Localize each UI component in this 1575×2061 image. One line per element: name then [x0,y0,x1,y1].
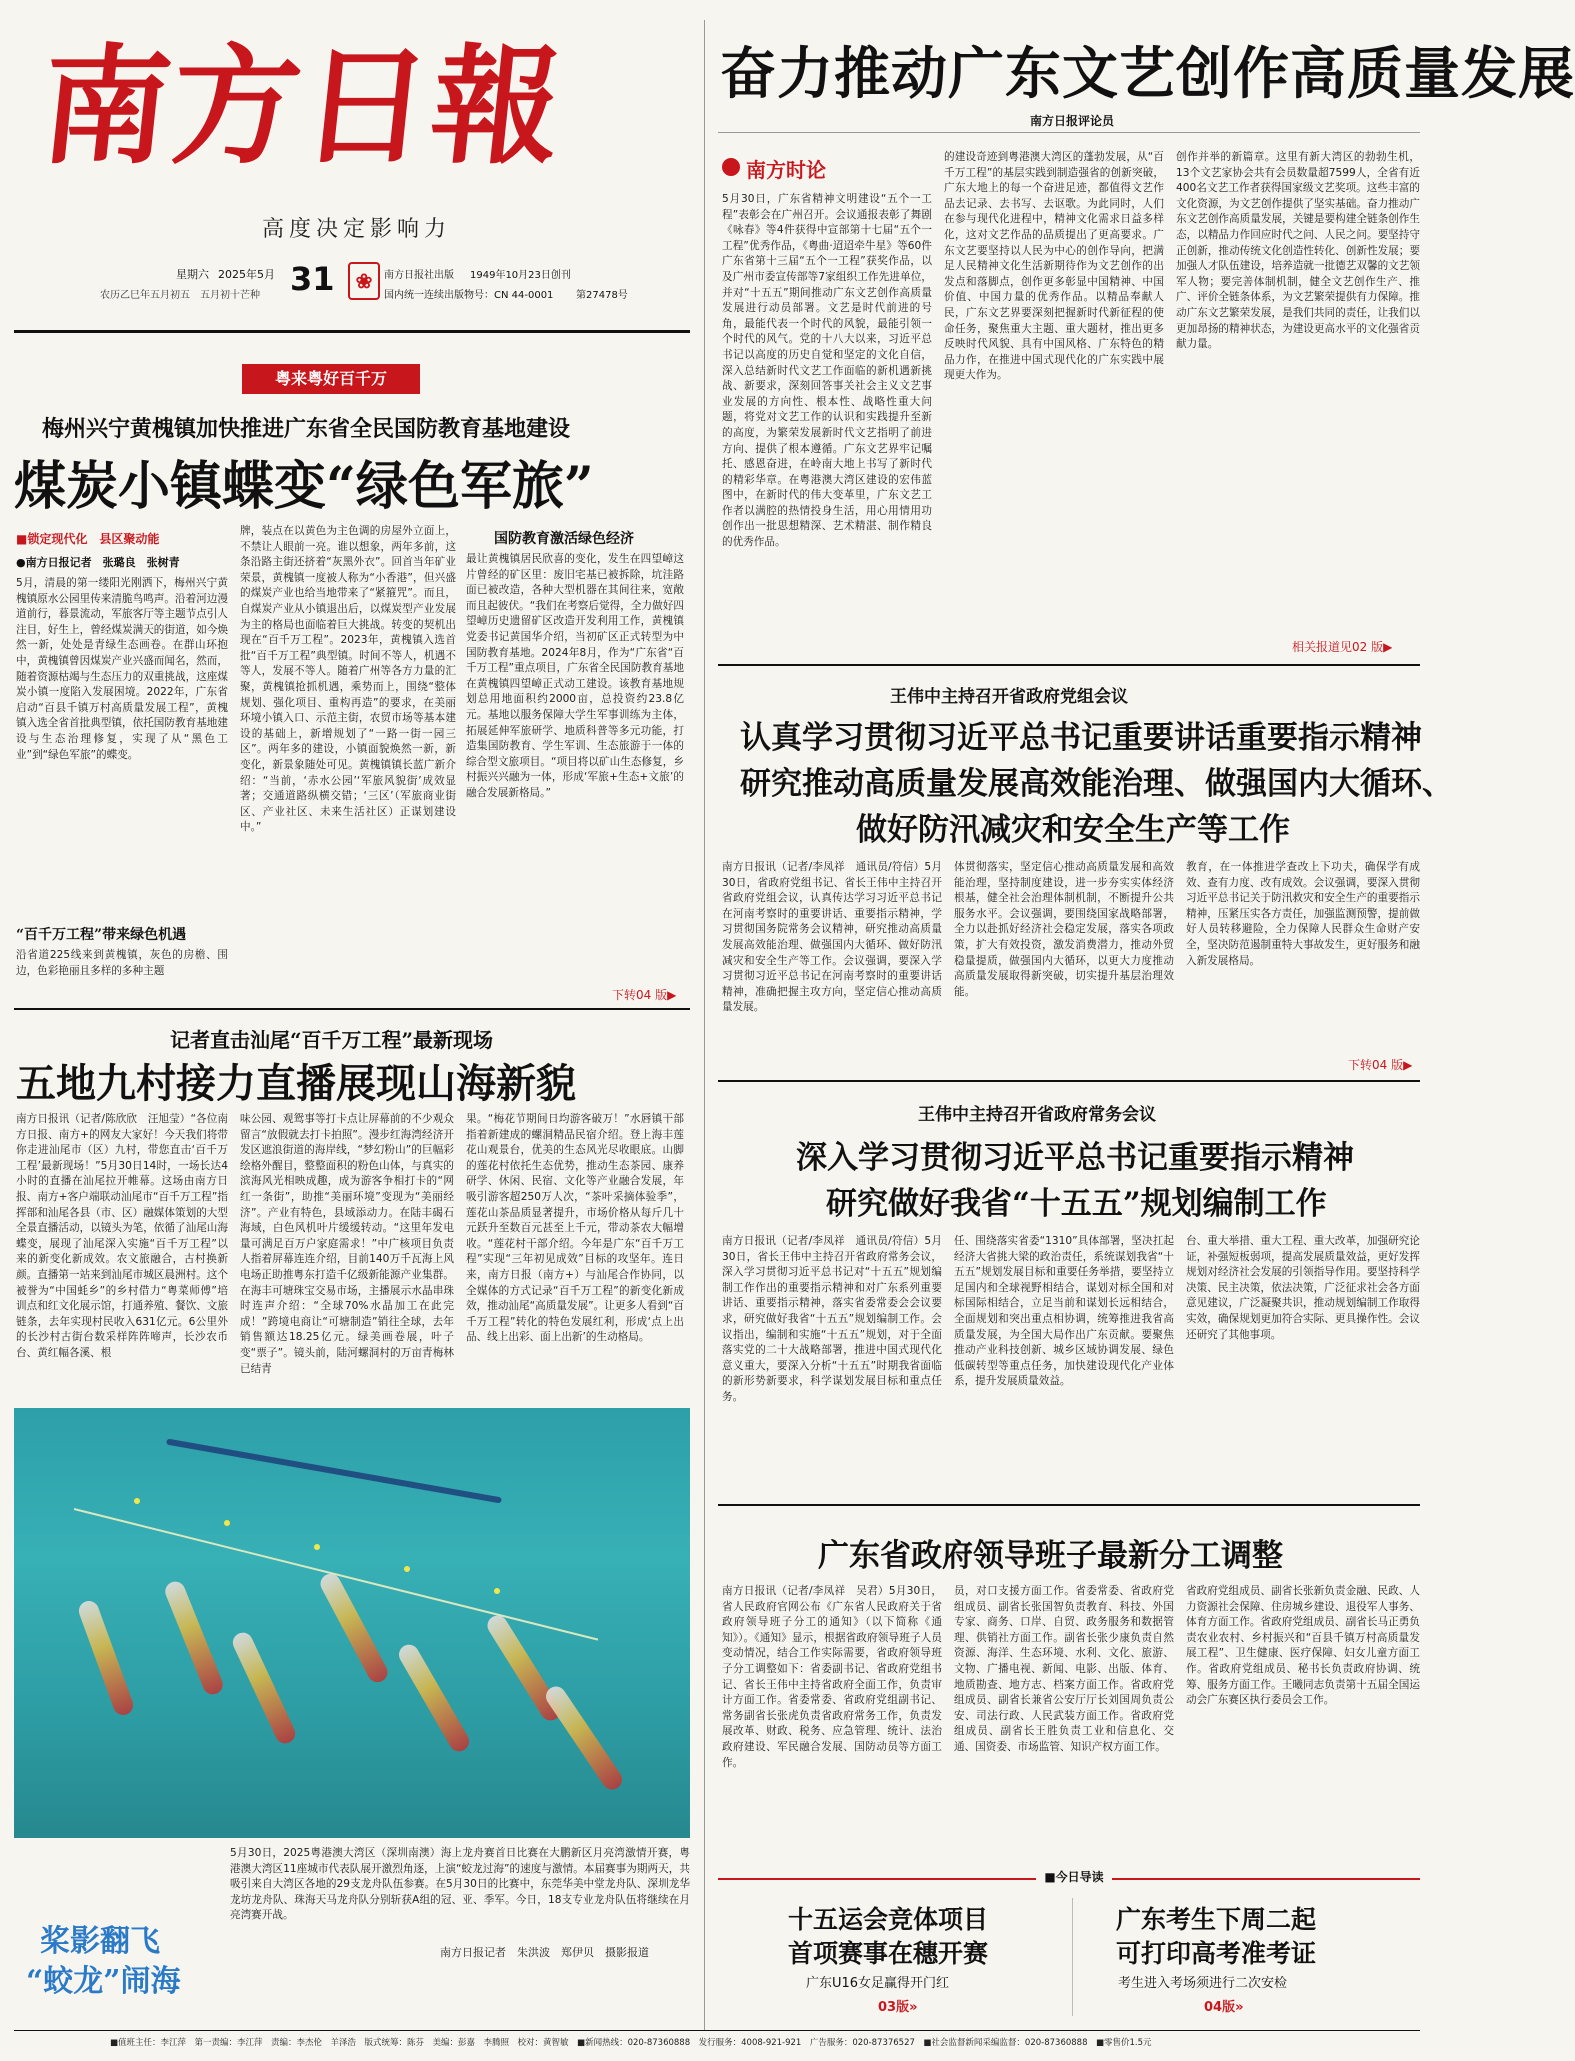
lead-text-col-2: 的建设奇迹到粤港澳大湾区的蓬勃发展，从“百千万工程”的基层实践到制造强省的创新突破，广东大地上的每一个奋进足迹，都值得文艺作品去记录、去书写、去讴歌。为此同时，人们在参与现代化进程中，精神文化需求日益多样化，这对文艺作品的品质提出了更高要求。广东文艺要坚持以人民为中心的创作导向，把满足人民精神文化生活新期待作为文艺创作的出发点和落脚点，创作更多彰显中国精神、中国价值、中国力量的优秀作品。以精品奉献人民，广东文艺界要深刻把握新时代新征程的使命任务，聚焦重大主题、重大题材，推出更多反映时代风貌、具有中国风格、广东特色的精品力作，在推进中国式现代化的广东实践中展现更大作为。 [944,151,1164,382]
photo-title-2: “蛟龙”闹海 [26,1964,181,1999]
guide-right-page-link[interactable]: 04版» [1204,2000,1244,2015]
buoy-icon [494,1588,500,1594]
lead-text-col-3: 创作并举的新篇章。这里有新大湾区的勃勃生机，13个文艺家协会共有会员数量超7599人，全省有近400名文艺工作者获得国家级文艺奖项。这些丰富的文化资源，为文艺创作提供了坚实基础。奋力推动广东文艺创作高质量发展，关键是要构建全链条创作生态，以精品力作回应时代之问、人民之问。要坚持守正创新，推动传统文化创造性转化、创新性发展；要加强人才队伍建设，培养造就一批德艺双馨的文艺领军人物；要完善体制机制，健全文艺创作生产、推广、评价全链条体系，为文艺繁荣提供有力保障。推动广东文艺繁荣发展，是我们共同的责任，让我们以更加昂扬的精神状态，为建设更高水平的文化强省贡献力量。 [1176,151,1420,351]
masthead-founded: 1949年10月23日创刊 [470,270,571,281]
masthead-seal-icon: ❀ [348,262,380,300]
feature-bottom-rule [14,1008,690,1010]
masthead-publisher: 南方日报社出版 [384,270,454,281]
feature-subhead-1: “百千万工程”带来绿色机遇 [16,927,187,943]
live-headline: 五地九村接力直播展现山海新貌 [16,1060,576,1107]
leadership-headline: 广东省政府领导班子最新分工调整 [818,1538,1283,1574]
leadership-text-col-1: 南方日报讯（记者/李凤祥 吴君）5月30日，省人民政府官网公布《广东省人民政府关于省政府领导班子分工的通知》（以下简称《通知》）。《通知》显示，根据省政府领导班子人员变动情况，结合工作实际需要，省政府领导班子分工调整如下：省委副书记、省政府党组书记、省长王伟中主持省政府全面工作，负责审计方面工作。省委常委、省政府党组副书记、常务副省长张虎负责省政府常务工作，负责发展改革、财政、税务、应急管理、统计、法治政府建设、军民融合发展、国防动员等方面工作。 [722,1585,942,1769]
feature-kicker: 梅州兴宁黄槐镇加快推进广东省全民国防教育基地建设 [42,416,571,442]
masthead-rule [14,330,690,333]
party-jump-link[interactable]: 下转04 版▶ [1348,1058,1413,1072]
party-kicker: 王伟中主持召开省政府党组会议 [890,687,1128,707]
footer-rule [14,2030,1420,2031]
column-logo-icon [722,158,740,176]
live-text-col-2: 味公园、观鸳事等打卡点让屏幕前的不少观众留言“放假就去打卡拍照”。漫步红海湾经济开发区遮浪街道的海岸线，“梦幻粉山”的巨幅彩绘格外醒目，整整面积的粉色山体，与真实的滨海风光相映成趣，成为游客争相打卡的“网红一条街”，助推“美丽环境”变现为“美丽经济”。产业有特色，县域添动力。在陆丰碣石海域，白色风机叶片缓缓转动。“这里年发电量可满足百万户家庭需求！”中广核项目负责人指着屏幕连连介绍，目前140万千瓦海上风电场正助推粤东打造千亿级新能源产业集群。在海丰可塘珠宝交易市场，主播展示水晶串珠时连声介绍：“全球70%水晶加工在此完成！”跨境电商让“可塘制造”销往全球，去年销售额达18.25亿元。绿美画卷展，叶子变“票子”。镜头前，陆河螺洞村的万亩青梅林已结青 [240,1113,454,1375]
lead-bottom-rule [718,664,1420,666]
photo-title-1: 桨影翻飞 [40,1924,160,1959]
party-headline-1: 认真学习贯彻习近平总书记重要讲话重要指示精神 [740,720,1422,756]
photo-credit: 南方日报记者 朱洪波 郑伊贝 摄影报道 [440,1946,649,1959]
feature-text-col-1: 5月，清晨的第一缕阳光刚洒下，梅州兴宁黄槐镇原水公园里传来清脆鸟鸣声。沿着河边漫道前行，暮景流动，军旅客厅等主题节点引人注目，好生上，曾经煤炭满天的街道，如今焕然一新，处处是青绿生态画卷。在群山环抱中，黄槐镇曾因煤炭产业兴盛而闻名，然而，随着资源枯竭与生态压力的双重挑战，这座煤炭小镇一度陷入发展困境。2022年，广东省启动“百县千镇万村高质量发展工程”，黄槐镇入选全省首批典型镇，依托国防教育基地建设与生态治理修复，实现了从“黑色工业”到“绿色军旅”的蝶变。 [16,577,228,761]
guide-right-line-2[interactable]: 可打印高考准考证 [1116,1939,1317,1968]
guide-divider [1072,1898,1073,2016]
dragon-boat [317,1570,391,1685]
masthead-weekday: 星期六 [176,268,209,281]
feature-banner: 粤来粤好百千万 [242,364,420,394]
standing-text-col-3: 台、重大举措、重大工程、重大改革，加强研究论证，补强短板弱项，提高发展质量效益，更好发挥规划对经济社会发展的引领指导作用。要坚持科学决策、民主决策，依法决策，广泛征求社会各方面意见建议，广泛凝聚共识，推动规划编制工作取得实效，确保规划更加符合实际、更具操作性。会议还研究了其他事项。 [1186,1235,1420,1341]
party-text-col-1: 南方日报讯（记者/李凤祥 通讯员/符信）5月30日，省政府党组书记、省长王伟中主持召开省政府党组会议，认真传达学习习近平总书记在河南考察时的重要讲话、重要指示精神，学习贯彻国务院常务会议精神，研究推动高质量发展高效能治理、做强国内大循环、做好防汛减灾和安全生产等工作。会议强调，要深入学习贯彻习近平总书记在河南考察时的重要讲话精神，准确把握主攻方向，坚定信心推动高质量发展。 [722,861,942,1014]
guide-rule-right [1112,1878,1420,1880]
standing-headline-1: 深入学习贯彻习近平总书记重要指示精神 [796,1140,1354,1176]
feature-subhead-2: 国防教育激活绿色经济 [494,531,634,547]
dragon-boat [230,1629,299,1746]
feature-headline: 煤炭小镇蝶变“绿色军旅” [14,456,594,517]
standing-kicker: 王伟中主持召开省政府常务会议 [918,1105,1156,1125]
masthead-slogan: 高度决定影响力 [262,217,452,242]
masthead-logo: 南方日報 [34,32,570,182]
feature-text-col-2: 牌，装点在以黄色为主色调的房屋外立面上，不禁让人眼前一亮。谁以想象，两年多前，这条沿路主街还挤着“灰黑外衣”。回首当年矿业荣景，黄槐镇一度被人称为“小香港”，但兴盛的煤炭产业也给当地带来了“紧箍咒”。而且，自煤炭产业从小镇退出后，以煤炭型产业发展为主的格局也面临着巨大挑战。转变的契机出现在“百千万工程”。2023年，黄槐镇入选首批“百千万工程”典型镇。时间不等人，机遇不等人，发展不等人。随着广州等各方力量的汇聚，黄槐镇抢抓机遇，乘势而上，围绕“整体规划、强化项目、重构再造”的要求，在美丽环境小镇入口、示范主街，农贸市场等基本建设的基础上，新增规划了“一路一街一园三区”。两年多的建设，小镇面貌焕然一新，新变化，新景象随处可见。黄槐镇镇长蓝广新介绍：“当前，‘赤水公园’‘军旅风貌街’成效显著；交通道路纵横交错；‘三区’（军旅商业街区、产业社区、未来生活社区）正谋划建设中。” [240,525,456,834]
lead-headline: 奋力推动广东文艺创作高质量发展 [720,41,1575,107]
leadership-text-col-2: 员，对口支援方面工作。省委常委、省政府党组成员、副省长张国智负责教育、科技、外国专家、商务、口岸、自贸、政务服务和数据管理、供销社方面工作。副省长张少康负责自然资源、海洋、生态环境、水利、文化、旅游、文物、广播电视、新闻、电影、出版、体育、地质勘查、地方志、档案方面工作。省政府党组成员、副省长兼省公安厅厅长刘国周负责公安、司法行政、人民武装方面工作。省政府党组成员、副省长王胜负责工业和信息化、交通、国资委、市场监管、知识产权方面工作。 [954,1585,1174,1753]
dragon-boat [162,1579,225,1698]
dragon-boat [542,1683,626,1794]
standing-text-col-1: 南方日报讯（记者/李凤祥 通讯员/符信）5月30日，省长王伟中主持召开省政府常务会议，深入学习贯彻习近平总书记对“十五五”规划编制工作作出的重要指示精神和对广东系列重要讲话、重要指示精神，落实省委常委会会议要求，研究做好我省“十五五”规划编制工作。会议指出，编制和实施“十五五”规划，对于全面落实党的二十大战略部署，推进中国式现代化意义重大，要深入分析“十五五”时期我省面临的新形势新要求，科学谋划发展目标和重点任务。 [722,1235,942,1403]
lead-related-link[interactable]: 相关报道见02 版▶ [1292,640,1393,654]
dragon-boat-photo [14,1408,690,1838]
lead-text-col-1: 5月30日，广东省精神文明建设“五个一工程”表彰会在广州召开。会议通报表彰了舞剧《咏春》等4件获得中宣部第十七届“五个一工程”优秀作品，《粤曲·迢迢牵牛星》等60件广东省第十三届“五个一工程”获奖作品，以及广州市委宣传部等7家组织工作先进单位，并对“十五五”期间推动广东文艺创作高质量发展进行动员部署。文艺是时代前进的号角，最能代表一个时代的风貌，最能引领一个时代的风气。党的十八大以来，习近平总书记以高度的历史自觉和坚定的文化自信，深入总结新时代文艺工作面临的新机遇新挑战、新要求，深刻回答事关社会主义文艺事业发展的方向性、根本性、战略性重大问题，将党对文艺工作的认识和实践提升至新的高度，为繁荣发展新时代文艺指明了前进方向、提供了根本遵循。广东文艺界牢记嘱托、感恩奋进，在岭南大地上书写了新时代的精彩华章。在粤港澳大湾区建设的宏伟蓝图中，在新时代的伟大变革里，广东文艺工作者以满腔的热情投身生活，用心用情用功创作出一批思想精深、艺术精湛、制作精良的优秀作品。 [722,193,932,549]
guide-label: ■今日导读 [1044,1870,1104,1884]
guide-left-line-2[interactable]: 首项赛事在穗开赛 [788,1939,989,1968]
feature-byline: ●南方日报记者 张璐良 张树青 [16,556,180,569]
guide-right-line-1[interactable]: 广东考生下周二起 [1116,1905,1317,1934]
spectator-boat-row [166,1439,502,1504]
lead-rule [718,132,1420,133]
dragon-boat [76,1598,136,1718]
lead-column: 南方时论 [746,158,826,182]
guide-right-sub: 考生进入考场须进行二次安检 [1118,1976,1288,1991]
footer-credits: ■值班主任：李江萍 第一责编：李江萍 责编：李杰伦 羊泽浩 版式统筹：陈芬 美编：彭嘉 李腾照 校对：黄智敏 ■新闻热线：020-87360888 发行服务：4008-921-921 广告服务：020-87376527 ■社会监督新闻采编监督：020-87360888 ■零售价1.5元 [110,2038,1152,2048]
feature-text-col-3: 最让黄槐镇居民欣喜的变化，发生在四望嶂这片曾经的矿区里：废旧宅基已被拆除，坑洼路面已被改造，各种大型机器在其间往来，宽敞而且起彼伏。“我们在考察后觉得，全力做好四望嶂历史遗留矿区改造开发利用工作，黄槐镇党委书记黄国华介绍，当初矿区正式转型为中国防教育基地。2024年8月，作为“广东省“百千万工程”重点项目，广东省全民国防教育基地在黄槐镇四望嶂正式动工建设。该教育基地规划总用地面积约2000亩，总投资约23.8亿元。基地以服务保障大学生军事训练为主体，拓展延伸军旅研学、地质科普等多元功能，打造集国防教育、学生军训、生态旅游于一体的综合型文旅项目。“项目将以矿山生态修复，乡村振兴兴融为一体，形成‘军旅+生态+文旅’的融合发展新格局。” [466,553,684,799]
guide-rule-left [718,1878,1036,1880]
guide-left-sub: 广东U16女足赢得开门红 [806,1976,950,1991]
buoy-icon [134,1498,140,1504]
masthead-date: 2025年5月 [218,268,275,281]
center-column-divider [704,20,705,2030]
party-bottom-rule [718,1080,1420,1082]
party-headline-2: 研究推动高质量发展高效能治理、做强国内大循环、 [740,766,1453,802]
party-headline-3: 做好防汛减灾和安全生产等工作 [856,812,1290,848]
buoy-icon [404,1566,410,1572]
masthead-lunar: 农历乙巳年五月初五 五月初十芒种 [100,290,260,301]
live-text-col-1: 南方日报讯（记者/陈欣欣 汪旭莹）“各位南方日报、南方+的网友大家好！今天我们将带你走进汕尾市（区）九村，带您直击‘百千万工程’最新现场！”5月30日14时，一场长达4小时的直播在汕尾拉开帷幕。这场由南方日报、南方+客户端联动汕尾市“百千万工程”指挥部和汕尾各县（市、区）融媒体策划的大型全景直播活动，以镜头为笔，依循了汕尾山海蝶变，展现了汕尾深入实施“百千万工程”以来的新变化新成效。农文旅融合，古村换新颜。直播第一站来到汕尾市城区晨洲村。这个被誉为“中国蚝乡”的乡村借力“粤菜师傅”培训点和红文化展示馆，打通养殖、餐饮、文旅链条，去年实现村民收入631亿元。6公里外的长沙村古街台数采样阵阵啼声，长沙农币台、黄红幅各溪、根 [16,1113,228,1359]
live-text-col-3: 果。“梅花节期间日均游客破万！”水唇镇干部指着新建成的螺洞精品民宿介绍。登上海丰莲花山观景台，优美的生态风光尽收眼底。山脚的莲花村依托生态优势，推动生态茶园、康养研学、休闲、民宿、文化等产业融合发展，年吸引游客超250万人次，“茶叶采摘体验季”，莲花山茶品质显著提升，市场价格从每斤几十元跃升至数百元甚至上千元，带动茶农大幅增收。“莲花村干部介绍。今年是广东“百千万工程”实现“三年初见成效”目标的攻坚年。连日来，南方日报（南方+）与汕尾合作协同，以全媒体的方式记录“百千万工程”的新变化新成效，推动汕尾“高质量发展”。让更多人看到“百千万工程”转化的特色发展红利，形成‘点上出品、线上出彩、面上出新’的生动格局。 [466,1113,684,1344]
dragon-boat [395,1641,472,1755]
feature-series: ■锁定现代化 县区聚动能 [16,532,160,546]
live-kicker: 记者直击汕尾“百千万工程”最新现场 [170,1028,494,1052]
lead-author: 南方日报评论员 [1030,114,1115,128]
guide-left-line-1[interactable]: 十五运会竞体项目 [788,1905,989,1934]
guide-left-page-link[interactable]: 03版» [878,2000,918,2015]
party-text-col-3: 教育，在一体推进学查改上下功夫，确保学有成效、查有力度、改有成效。会议强调，要深入贯彻习近平总书记关于防汛救灾和安全生产的重要指示精神，压紧压实各方责任，加强监测预警，提前做好人员转移避险，全力保障人民群众生命财产安全，坚决防范遏制重特大事故发生，更好服务和融入新发展格局。 [1186,861,1420,967]
standing-headline-2: 研究做好我省“十五五”规划编制工作 [826,1186,1327,1222]
buoy-icon [314,1544,320,1550]
masthead-cn-code: 国内统一连续出版物号：CN 44-0001 [384,290,554,301]
party-text-col-2: 体贯彻落实，坚定信心推动高质量发展和高效能治理，坚持制度建设，进一步夯实实体经济根基，健全社会治理体制机制，不断提升公共服务水平。会议强调，要围绕国家战略部署，全力以赴抓好经济社会稳定发展，落实各项政策，扩大有效投资，激发消费潜力，推动外贸稳量提质，做强国内大循环，以更大力度推动高质量发展取得新突破，切实提升基层治理效能。 [954,861,1174,998]
masthead-daynum: 31 [290,260,335,298]
standing-text-col-2: 任、围绕落实省委“1310”具体部署，坚决扛起经济大省挑大梁的政治责任，系统谋划我省“十五五”规划发展目标和重要任务举措，要坚持立足国内和全球视野相结合，谋划对标全国和对标国际相结合，立足当前和谋划长远相结合，全面规划和突出重点相协调，统筹推进我省高质量发展，为全国大局作出广东贡献。要聚焦推动产业科技创新、城乡区域协调发展、绿色低碳转型等重点任务，加快建设现代化产业体系，提升发展质量效益。 [954,1235,1174,1388]
leadership-text-col-3: 省政府党组成员、副省长张新负责金融、民政、人力资源社会保障、住房城乡建设、退役军人事务、体育方面工作。省政府党组成员、副省长马正勇负责农业农村、乡村振兴和“百县千镇万村高质量发展工程”、卫生健康、医疗保障、妇女儿童方面工作。省政府党组成员、秘书长负责政府协调、统筹、服务方面工作。王曦同志负责第十五届全国运动会广东赛区执行委员会工作。 [1186,1585,1420,1707]
photo-caption: 5月30日，2025粤港澳大湾区（深圳南澳）海上龙舟赛首日比赛在大鹏新区月亮湾激情开赛，粤港澳大湾区11座城市代表队展开激烈角逐，上演“蛟龙过海”的速度与激情。本届赛事为期两天，共吸引来自大湾区各地的29支龙舟队伍参赛。在5月30日的比赛中，东莞华美中堂龙舟队、深圳龙华龙坊龙舟队、珠海天马龙舟队分别斩获A组的冠、亚、季军。今日，18支专业龙舟队伍将继续在月亮湾赛开战。 [230,1847,690,1922]
standing-bottom-rule [718,1504,1420,1506]
feature-jump-link[interactable]: 下转04 版▶ [612,988,677,1002]
masthead-issue: 第27478号 [576,290,628,301]
feature-text-col-1b: 沿省道225线来到黄槐镇，灰色的房檐、围边，色彩艳丽且多样的多种主题 [16,949,228,977]
buoy-icon [224,1520,230,1526]
